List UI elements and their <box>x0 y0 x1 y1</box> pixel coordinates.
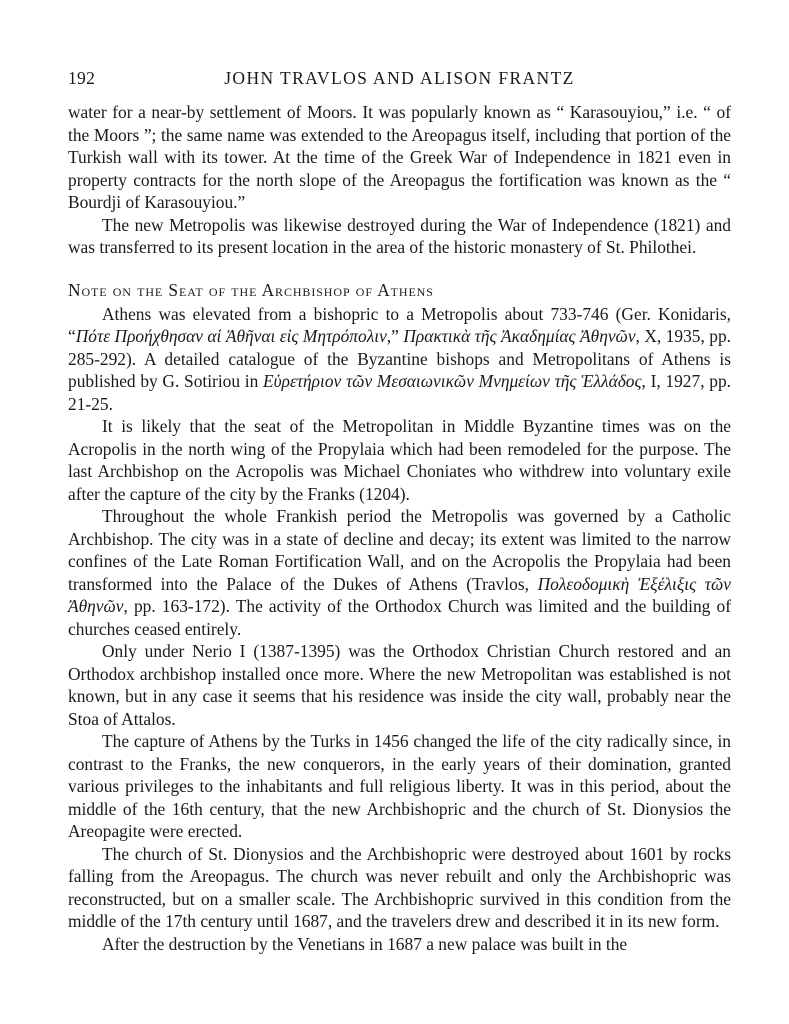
paragraph: The new Metropolis was likewise destroyed during the War of Independence (1821) and was transferred to its present location in the area of the historic monastery of St. Philothei. <box>68 214 731 257</box>
paragraph: The capture of Athens by the Turks in 1456 changed the life of the city radically since, in contrast to the Franks, the new conquerors, in the early years of their domination, granted various privileges to the inhabitants and full religious liberty. It was in this period, about the middle of the 16th century, that the new Archbishopric and the church of St. Dionysios the Areopagite were erected. <box>68 731 731 841</box>
text-run: , I, 1927, pp. 21-25. <box>68 371 731 414</box>
greek-citation: Πολεοδομικὴ Ἐξέλιξις τῶν Ἀθηνῶν <box>68 573 732 616</box>
greek-citation: Πρακτικὰ τῆς Ἀκαδημίας Ἀθηνῶν <box>403 326 636 346</box>
text-run: Athens was elevated from a bishopric to a Metropolis about 733-746 (Ger. Konidaris, “ <box>68 303 731 346</box>
body-text <box>68 101 731 955</box>
paragraph: water for a near-by settlement of Moors. It was popularly known as “ Karasouyiou,” i.e. “ of the Moors ”; the same name was extended to the Areopagus itself, including that portion of the Turkish wall with its tower. At the time of the Greek War of Independence in 1821 even in property contracts for the north slope of the Areopagus the fortification was known as the “ Bourdji of Karasouyiou.” <box>68 102 731 212</box>
paragraph: It is likely that the seat of the Metropolitan in Middle Byzantine times was on the Acropolis in the north wing of the Propylaia which had been remodeled for the purpose. The last Archbishop on the Acropolis was Michael Choniates who withdrew into voluntary exile after the capture of the city by the Franks (1204). <box>68 416 731 504</box>
text-run: Throughout the whole Frankish period the Metropolis was governed by a Catholic Archbishop. The city was in a state of decline and decay; its extent was limited to the narrow confines of the Late Roman Fortification Wall, and on the Acropolis the Propylaia had been transformed into the Palace of the Dukes of Athens (Travlos, <box>68 506 731 594</box>
paragraph: After the destruction by the Venetians in 1687 a new palace was built in the <box>102 933 628 954</box>
greek-citation: Εὑρετήριον τῶν Μεσαιωνικῶν Μνημείων τῆς Ἑλλάδος <box>263 371 642 391</box>
paragraph: Only under Nerio I (1387-1395) was the Orthodox Christian Church restored and an Orthodox archbishop installed once more. Where the new Metropolitan was established is not known, but in any case it seems that his residence was inside the city wall, probably near the Stoa of Attalos. <box>68 641 731 729</box>
page-header <box>68 66 731 90</box>
paragraph: The church of St. Dionysios and the Archbishopric were destroyed about 1601 by rocks falling from the Areopagus. The church was never rebuilt and only the Archbishopric was reconstructed, but on a smaller scale. The Archbishopric survived in this condition from the middle of the 17th century until 1687, and the travelers drew and described it in its new form. <box>68 843 731 931</box>
text-run: ” <box>391 326 404 346</box>
greek-citation: Πότε Προήχθησαν αἱ Ἀθῆναι εἰς Μητρόπολιν, <box>75 326 392 346</box>
page-number: 192 <box>68 68 96 88</box>
running-head: JOHN TRAVLOS AND ALISON FRANTZ <box>224 68 575 88</box>
paragraph-frankish-period <box>68 505 731 640</box>
text-run: , X, 1935, pp. 285-292). A detailed catalogue of the Byzantine bishops and Metropolitans of Athens is published by G. Sotiriou in <box>68 326 731 391</box>
text-run: , pp. 163-172). The activity of the Orthodox Church was limited and the building of churches ceased entirely. <box>68 596 731 639</box>
section-heading: Note on the Seat of the Archbishop of Athens <box>68 279 434 300</box>
paragraph-metropolis-elevation <box>68 303 731 416</box>
